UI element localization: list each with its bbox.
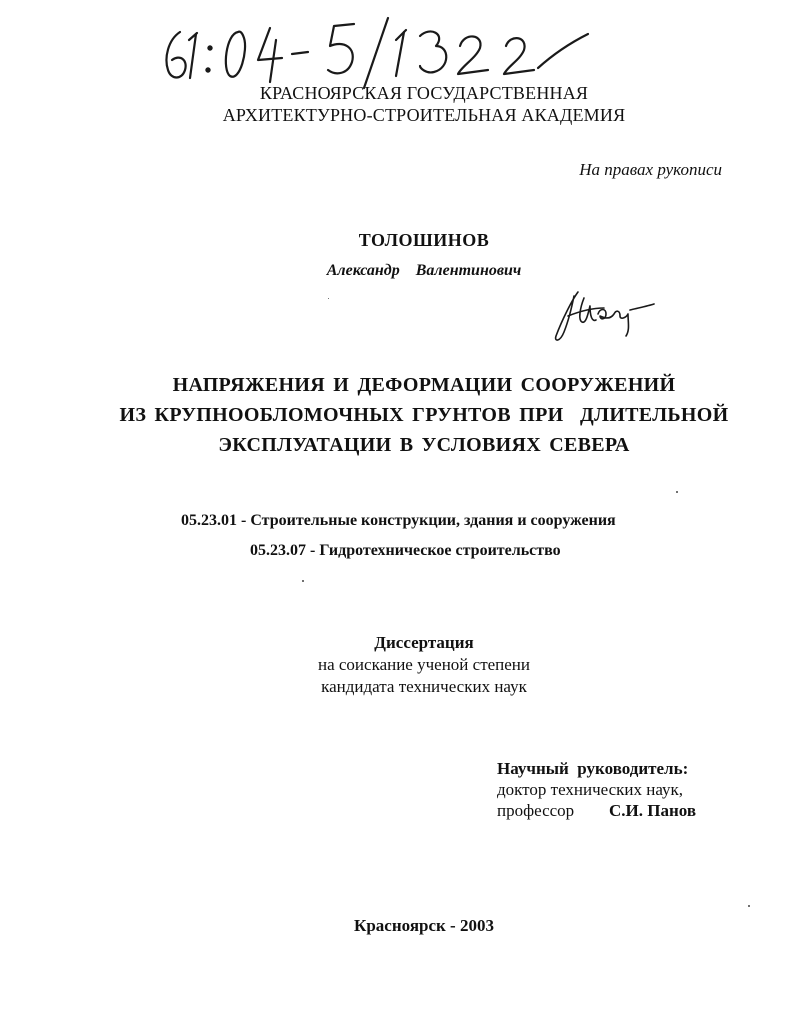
specialty-code-1: 05.23.01 - Строительные конструкции, здания и сооружения xyxy=(181,512,616,529)
institution-name xyxy=(0,82,799,126)
specialty-code-2: 05.23.07 - Гидротехническое строительство xyxy=(250,542,561,559)
degree-statement xyxy=(0,632,799,698)
title-line-3: ЭКСПЛУАТАЦИИ В УСЛОВИЯХ СЕВЕРА xyxy=(218,434,630,456)
supervisor-heading: Научный руководитель: xyxy=(497,759,689,778)
scan-speck xyxy=(676,491,678,493)
city-and-year: Красноярск - 2003 xyxy=(354,916,494,935)
supervisor-name: С.И. Панов xyxy=(609,801,697,820)
author-surname: ТОЛОШИНОВ xyxy=(358,230,490,250)
supervisor-rank: профессор xyxy=(497,801,575,820)
degree-line-3: кандидата технических наук xyxy=(321,677,527,696)
supervisor-degree: доктор технических наук, xyxy=(497,780,684,799)
institution-line-2: АРХИТЕКТУРНО-СТРОИТЕЛЬНАЯ АКАДЕМИЯ xyxy=(222,105,626,125)
scan-speck xyxy=(328,298,329,299)
handwritten-archive-number xyxy=(158,10,598,90)
degree-type: Диссертация xyxy=(374,633,474,652)
scientific-supervisor xyxy=(497,758,696,821)
scan-speck xyxy=(302,580,304,582)
title-line-1: НАПРЯЖЕНИЯ И ДЕФОРМАЦИИ СООРУЖЕНИЙ xyxy=(172,374,676,396)
dissertation-title xyxy=(0,370,799,460)
scan-speck xyxy=(748,905,750,907)
author-given-names: Александр Валентинович xyxy=(326,262,522,279)
title-line-2: ИЗ КРУПНООБЛОМОЧНЫХ ГРУНТОВ ПРИ ДЛИТЕЛЬНОЙ xyxy=(119,404,729,426)
degree-line-2: на соискание ученой степени xyxy=(317,655,531,674)
manuscript-rights-note: На правах рукописи xyxy=(579,160,722,179)
author-signature xyxy=(548,286,658,346)
institution-line-1: КРАСНОЯРСКАЯ ГОСУДАРСТВЕННАЯ xyxy=(259,83,589,103)
